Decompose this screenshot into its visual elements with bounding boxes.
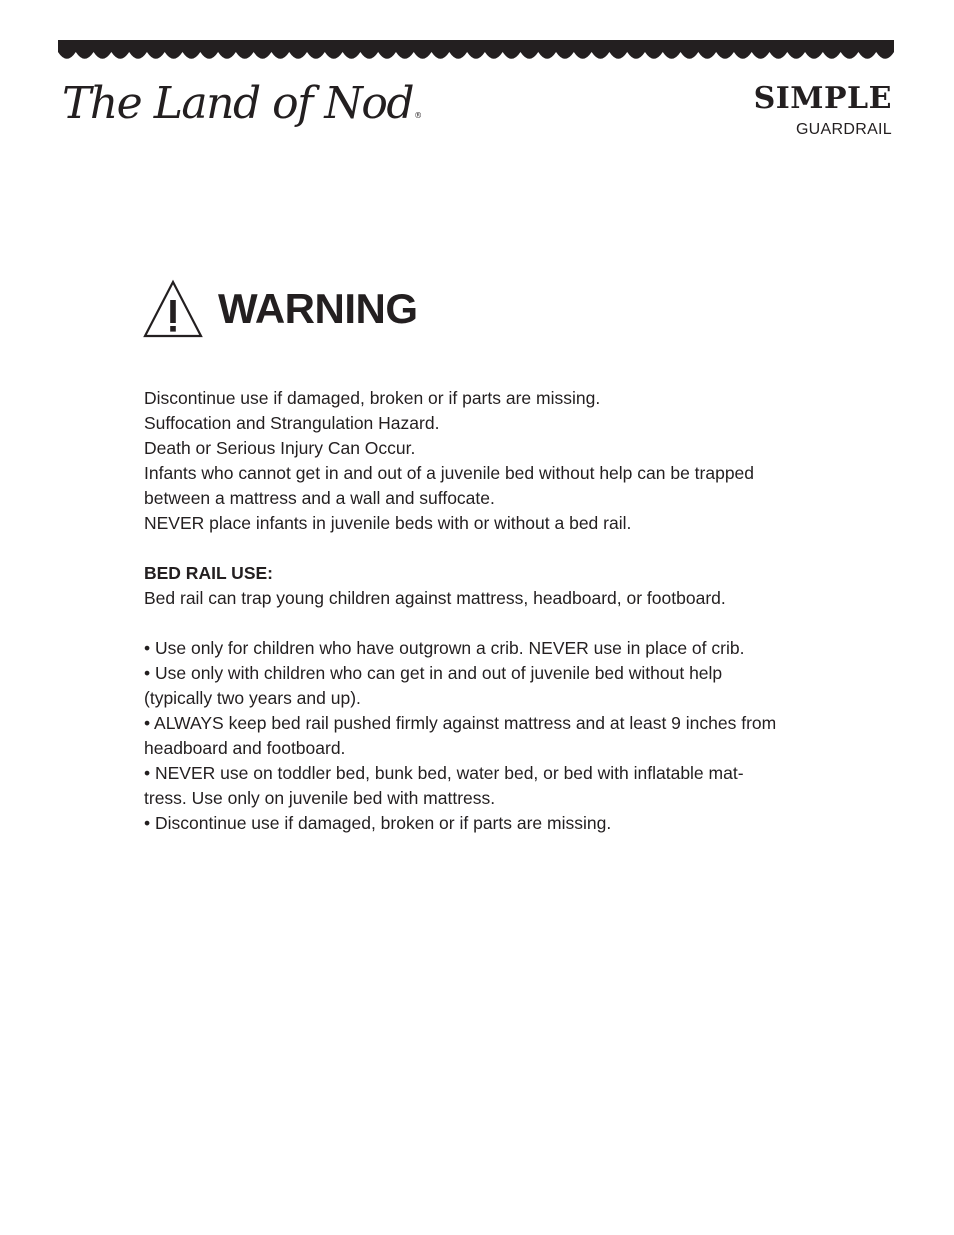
warning-content (144, 386, 844, 836)
warning-line: NEVER place infants in juvenile beds with or without a bed rail. (144, 513, 632, 533)
brand-logo (62, 78, 421, 129)
bed-rail-use-intro: Bed rail can trap young children against mattress, headboard, or footboard. (144, 588, 726, 608)
warning-line: Death or Serious Injury Can Occur. (144, 438, 416, 458)
warning-triangle-icon (142, 279, 204, 339)
bullet-line: headboard and footboard. (144, 738, 346, 758)
warning-line: Infants who cannot get in and out of a juvenile bed without help can be trapped (144, 463, 755, 483)
scallop-border (58, 40, 894, 66)
warning-line: Suffocation and Strangulation Hazard. (144, 413, 440, 433)
brand-wordmark: The Land of Nod (62, 78, 414, 129)
bullet-line: • Discontinue use if damaged, broken or if parts are missing. (144, 813, 612, 833)
bullet-line: tress. Use only on juvenile bed with mattress. (144, 788, 496, 808)
spacer (144, 611, 844, 636)
bullet-line: • NEVER use on toddler bed, bunk bed, water bed, or bed with inflatable mat- (144, 763, 744, 783)
spacer (144, 536, 844, 561)
scallop-shape (58, 40, 894, 59)
bullet-line: • Use only with children who can get in and out of juvenile bed without help (144, 663, 723, 683)
product-name: SIMPLE (753, 81, 892, 116)
warning-line: Discontinue use if damaged, broken or if parts are missing. (144, 388, 601, 408)
registered-mark: ® (414, 111, 421, 120)
warning-header (142, 278, 418, 340)
bullet-line: • Use only for children who have outgrown a crib. NEVER use in place of crib. (144, 638, 745, 658)
warning-line: between a mattress and a wall and suffocate. (144, 488, 495, 508)
warning-title: WARNING (218, 285, 418, 332)
bullet-line: (typically two years and up). (144, 688, 361, 708)
bed-rail-use-heading: BED RAIL USE: (144, 563, 273, 583)
product-subtitle: GUARDRAIL (795, 121, 892, 138)
bullet-line: • ALWAYS keep bed rail pushed firmly against mattress and at least 9 inches from (144, 713, 777, 733)
